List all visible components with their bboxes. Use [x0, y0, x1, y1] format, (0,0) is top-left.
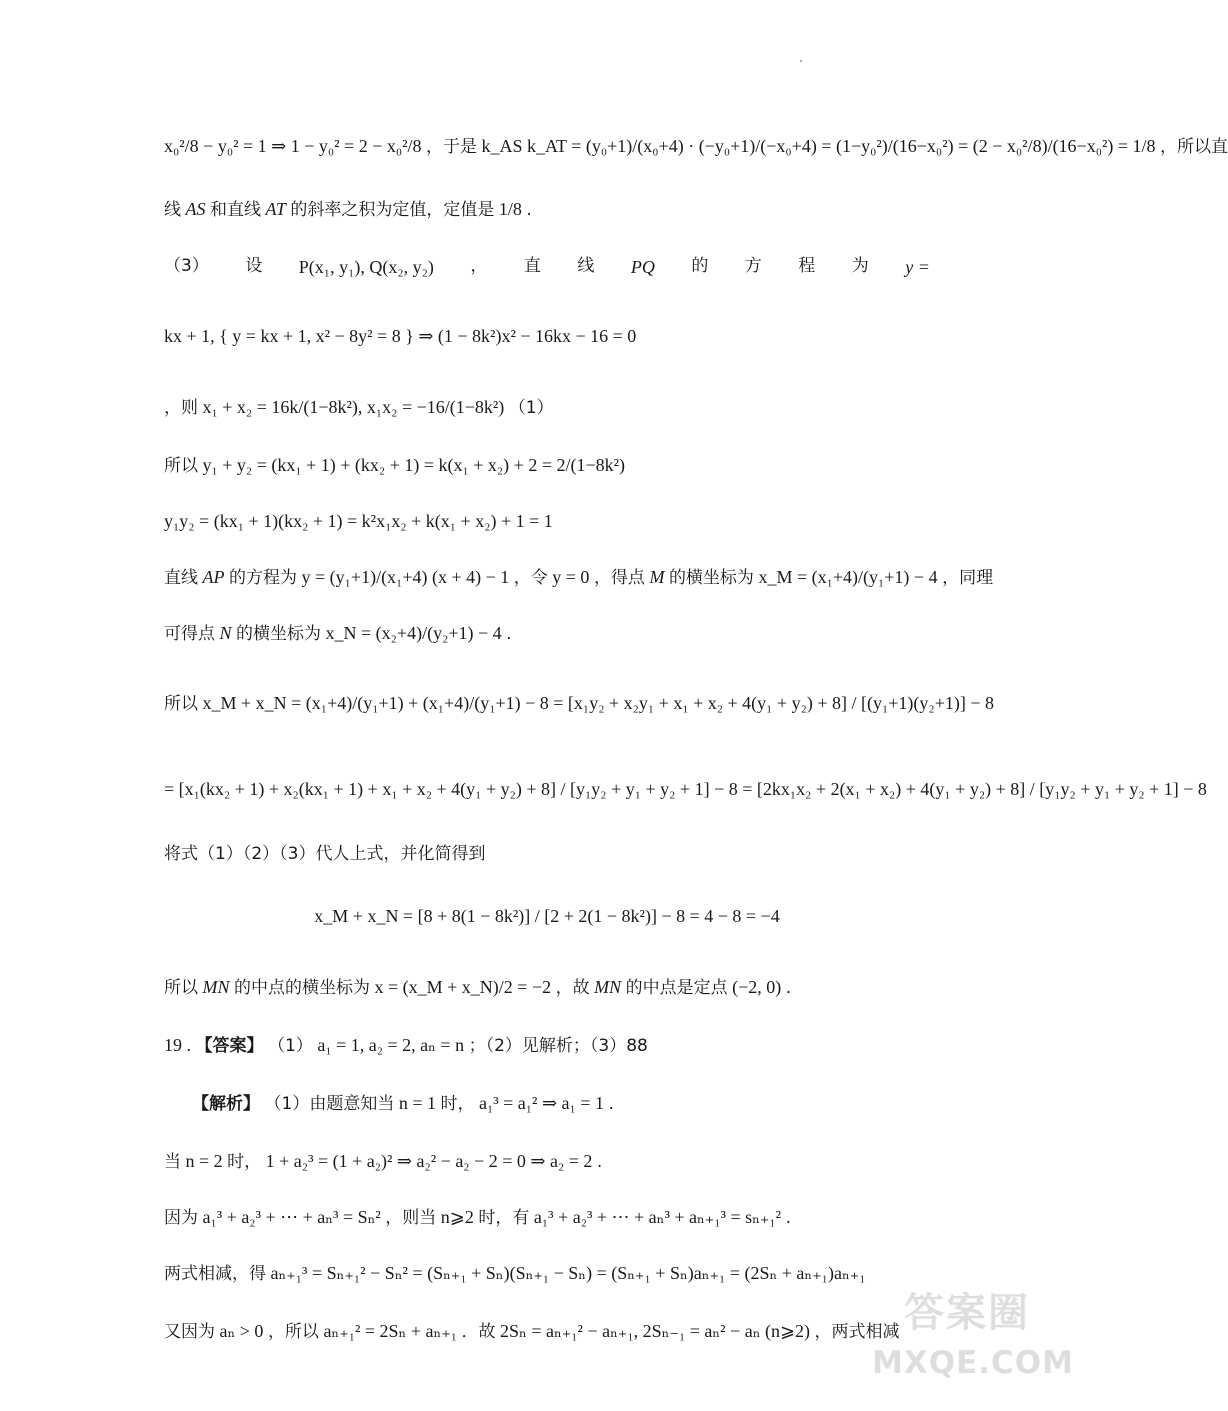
line-20: 又因为 aₙ > 0 ，所以 aₙ₊₁² = 2Sₙ + aₙ₊₁ ．故 2Sₙ = aₙ₊₁² − aₙ₊₁, 2Sₙ₋₁ = aₙ² − aₙ (n⩾2) ，两式相减 — [164, 1321, 900, 1342]
line-6: 所以 y₁ + y₂ = (kx₁ + 1) + (kx₂ + 1) = k(x₁ + x₂) + 2 = 2/(1−8k²) — [164, 455, 626, 476]
watermark-logo — [872, 1285, 1075, 1403]
line-3: （3） 设 P(x₁, y₁), Q(x₂, y₂) ， 直 线 PQ 的 方 程 为 y = — [164, 256, 930, 277]
line-2: 线 AS 和直线 AT 的斜率之积为定值，定值是 1/8 . — [164, 199, 532, 220]
line-5: ，则 x₁ + x₂ = 16k/(1−8k²), x₁x₂ = −16/(1−8k²) （1） — [164, 397, 554, 418]
line-11: = [x₁(kx₂ + 1) + x₂(kx₁ + 1) + x₁ + x₂ + 4(y₁ + y₂) + 8] / [y₁y₂ + y₁ + y₂ + 1] − 8 = [2kx₁x₂ + 2(x₁ + x₂) + 4(y₁ + y₂) + 8] / [y₁y₂ + y₁ + y₂ + 1] − 8 — [164, 779, 1207, 799]
line-9: 可得点 N 的横坐标为 x_N = (x₂+4)/(y₂+1) − 4 . — [164, 623, 512, 644]
line-12: 将式（1）（2）（3）代人上式，并化简得到 — [164, 844, 486, 864]
speck — [800, 60, 802, 62]
line-17: 当 n = 2 时， 1 + a₂³ = (1 + a₂)² ⇒ a₂² − a₂ − 2 = 0 ⇒ a₂ = 2 . — [164, 1151, 603, 1172]
line-15: 19 . 【答案】 （1） a₁ = 1, a₂ = 2, aₙ = n ；（2）见解析；（3）88 — [164, 1035, 648, 1056]
line-4: kx + 1, { y = kx + 1, x² − 8y² = 8 } ⇒ (1 − 8k²)x² − 16kx − 16 = 0 — [164, 326, 637, 346]
line-10: 所以 x_M + x_N = (x₁+4)/(y₁+1) + (x₁+4)/(y₁+1) − 8 = [x₁y₂ + x₂y₁ + x₁ + x₂ + 4(y₁ + y₂) + 8] / [(y₁+1)(y₂+1)] − 8 — [164, 693, 994, 714]
line-18: 因为 a₁³ + a₂³ + ⋯ + aₙ³ = Sₙ² ，则当 n⩾2 时，有 a₁³ + a₂³ + ⋯ + aₙ³ + aₙ₊₁³ = sₙ₊₁² . — [164, 1207, 791, 1228]
line-14: 所以 MN 的中点的横坐标为 x = (x_M + x_N)/2 = −2 ，故 MN 的中点是定点 (−2, 0) . — [164, 977, 792, 998]
line-7: y₁y₂ = (kx₁ + 1)(kx₂ + 1) = k²x₁x₂ + k(x₁ + x₂) + 1 = 1 — [164, 511, 553, 531]
watermark-top: 答案圈 — [904, 1290, 1030, 1336]
line-8: 直线 AP 的方程为 y = (y₁+1)/(x₁+4) (x + 4) − 1 ，令 y = 0 ，得点 M 的横坐标为 x_M = (x₁+4)/(y₁+1) − 4 ，同理 — [164, 567, 994, 588]
line-19: 两式相减，得 aₙ₊₁³ = Sₙ₊₁² − Sₙ² = (Sₙ₊₁ + Sₙ)(Sₙ₊₁ − Sₙ) = (Sₙ₊₁ + Sₙ)aₙ₊₁ = (2Sₙ + aₙ₊₁)aₙ₊₁ — [164, 1263, 866, 1284]
line-16: 【解析】 （1）由题意知当 n = 1 时， a₁³ = a₁² ⇒ a₁ = 1 . — [192, 1093, 614, 1114]
line-1: x₀²/8 − y₀² = 1 ⇒ 1 − y₀² = 2 − x₀²/8 ，于是 k_AS k_AT = (y₀+1)/(x₀+4) · (−y₀+1)/(−x₀+4) = (1−y₀²)/(16−x₀²) = (2 − x₀²/8)/(16−x₀²) = 1/8 ，所以直 — [164, 136, 1228, 157]
watermark-bottom: MXQE.COM — [872, 1345, 1075, 1381]
line-13: x_M + x_N = [8 + 8(1 − 8k²)] / [2 + 2(1 − 8k²)] − 8 = 4 − 8 = −4 — [314, 906, 780, 926]
